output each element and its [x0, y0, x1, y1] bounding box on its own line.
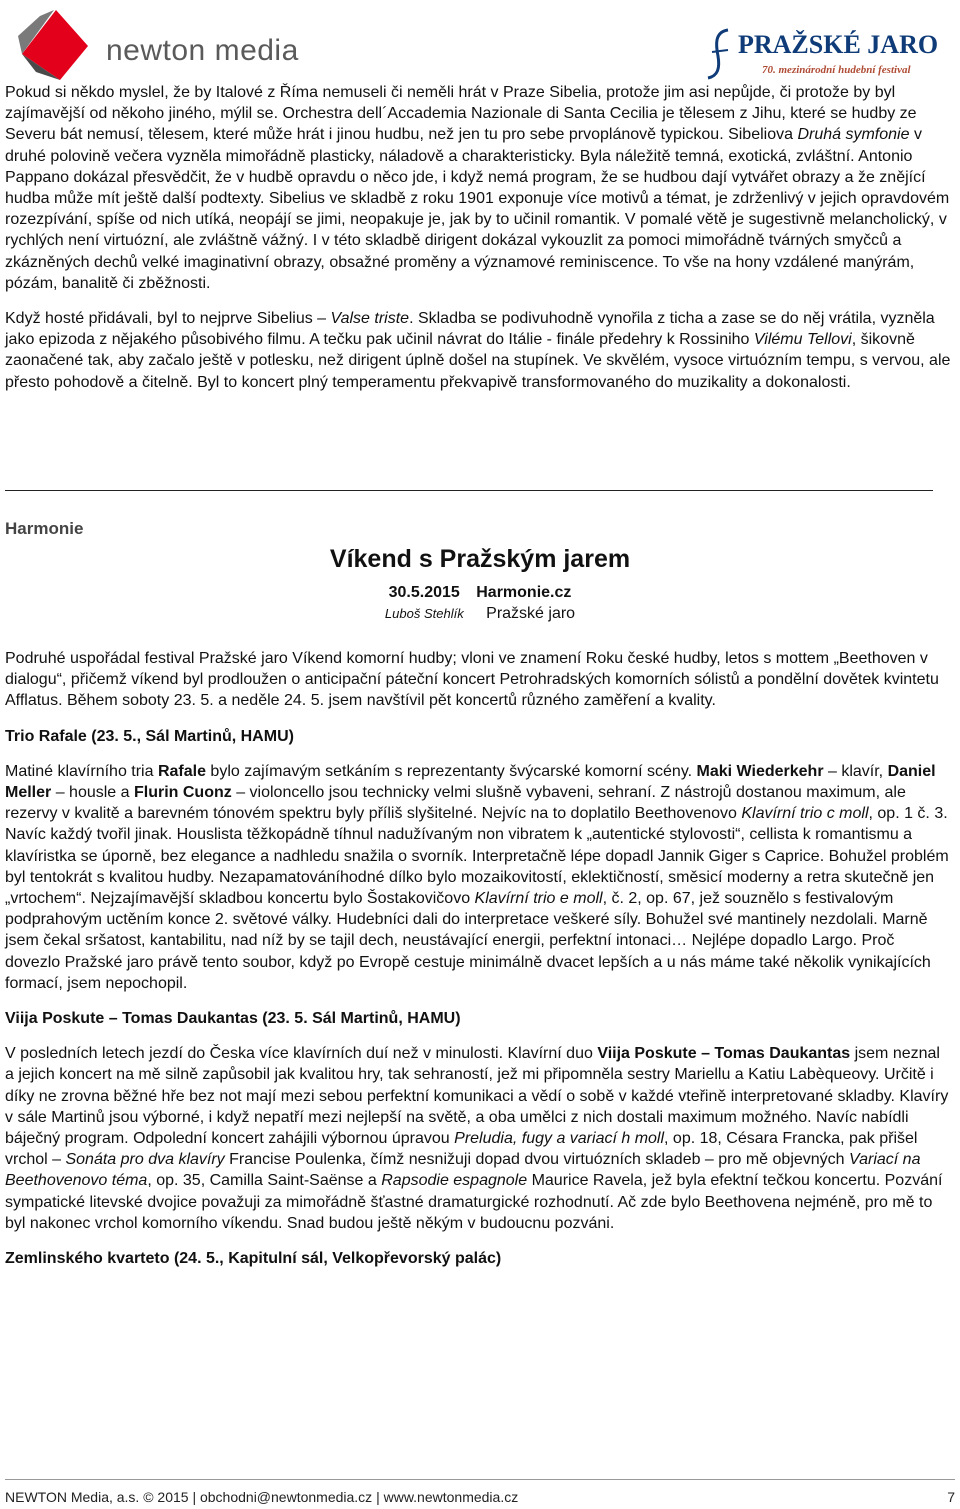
section-heading: Trio Rafale (23. 5., Sál Martinů, HAMU): [5, 727, 294, 745]
body-paragraph: Pokud si někdo myslel, že by Italové z Říma nemuseli či neměli hrát v Praze Sibelia, protože jim asi nepůjde, či protože by byl zajímavější od někoho jiného, mýlil se. Orchestra dell´Accademia Nazionale di Santa Cecilia je tělesem z Jihu, které se hudby ze Severu bát nemusí, tělesem, které může hrát i jinou hudbu, než jen tu pro sebe prvoplánově typickou. Sibeliova Druhá symfonie v druhé polovině večera vyzněla mimořádně plasticky, náladově a charakteristicky. Byla náležitě temná, exotická, zvláštní. Antonio Pappano dokázal přesvědčit, že v hudbě opravdu o něco jde, i když nemá program, že se hudbou dají vytvářet obrazy a že znějící hudba může mít ještě další podtexty. Sibelius ve skladbě z roku 1901 exponuje více motivů a témat, je zdrženlivý v jejich opravdovém rozezpívání, spíše od nich utíká, neopájí se jimi, neopakuje je, jak by to učinil romantik. V pomalé větě je sugestivně melancholický, v rychlých není virtuózní, ale zvláštně vážný. I v této skladbě dirigent dokázal vykouzlit za pomoci mimořádně tvárných smyčců a zkázněných dechů velké imaginativní obrazy, obsažné proměny a významové reminiscence. To vše na hony vzdálené manýrám, pózám, banalitě či zběžnosti.: [5, 84, 950, 292]
article-title: Víkend s Pražským jarem: [329, 545, 631, 573]
section-heading: Viija Poskute – Tomas Daukantas (23. 5. Sál Martinů, HAMU): [5, 1010, 461, 1028]
newton-media-logo-icon: [14, 6, 94, 84]
footer-text: NEWTON Media, a.s. © 2015 | obchodni@newtonmedia.cz | www.newtonmedia.cz: [5, 1489, 519, 1505]
prazske-jaro-emblem-icon: [702, 26, 742, 82]
page-number: 7: [947, 1489, 955, 1505]
body-paragraph: Matiné klavírního tria Rafale bylo zajímavým setkáním s reprezentanty švýcarské komorní scény. Maki Wiederkehr – klavír, Daniel Meller – housle a Flurin Cuonz – violoncello jsou technicky velmi slušně vybaveni, sehraní. Z nástrojů dostanou maximum, ale rezervy v kvalitě a barevném tónovém spektru byly příliš slyšitelné. Nejvíc na to doplatilo Beethovenovo Klavírní trio c moll, op. 1 č. 3. Navíc každý tvořil jinak. Houslista těžkopádně tíhnul nadužívaným non vibratem k „autentické stylovosti“, cellista k romantismu a klavíristka se úporně, bez elegance a nadhledu snažila o svorník. Interpretačně lépe dopadl Jannik Giger s Caprice. Bohužel problém byl tentokrát s kvalitou hudby. Nezapamatováníhodné dílko bylo mozaikovitostí, eklektičností, směsicí moderny a retra skutečně jen „vrtochem“. Nejzajímavější skladbou koncertu bylo Šostakovičovo Klavírní trio e moll, č. 2, op. 67, jež souznělo s festivalovým podprahovým uctěním konce 2. světové války. Hudebníci dali do interpretace veškeré síly. Bohužel své mantinely nezdolali. Marně jsem čekal sršatost, kantabilitu, nad níž by se tajil dech, neustávající energii, perfektní intonaci… Nejlépe dopadlo Largo. Proč dovezlo Pražské jaro právě tento soubor, když po Evropě cestuje minimálně dvacet lepších a u nás máme také několik vynikajících formací, jsem nepochopil.: [5, 762, 949, 992]
article-author: Luboš Stehlík: [384, 606, 464, 621]
body-paragraph: V posledních letech jezdí do Česka více klavírních duí než v minulosti. Klavírní duo Viija Poskute – Tomas Daukantas jsem neznal a jejich koncert na mě silně zapůsobil jak kvalitou hry, tak sehraností, jež mi připomněla sestry Mariellu a Katiu Labèqueovy. Určitě i díky ne zrovna běžné hře bez not mají mezi sebou perfektní komunikaci a vědí o sobě v každé vteřině interpretované skladby. Klavíry v sále Martinů jsou výborné, i když nepatří mezi nejlepší na světě, a oba umělci z nich dostali maximum možného. Navíc nabídli báječný program. Odpolední koncert zahájili výbornou úpravou Preludia, fugy a variací h moll, op. 18, Césara Francka, pak přišel vrchol – Sonáta pro dva klavíry Francise Poulenka, čímž nesnižuji dopad dvou virtuózních skladeb – pro mě objevných Variací na Beethovenovo téma, op. 35, Camilla Saint-Saënse a Rapsodie espagnole Maurice Ravela, jež byla efektní tečkou koncertu. Pozvání sympatické litevské dvojice považuji za mimořádně šťastné dramaturgické rozhodnutí. Ač zde bylo Beethovena nejméně, pro mě to byl nakonec vrchol komorního víkendu. Snad budou ještě někým v budoucnu pozváni.: [5, 1045, 949, 1232]
article-outlet: Harmonie.cz: [476, 584, 572, 601]
prazske-jaro-logo: [702, 26, 942, 86]
article-meta: [0, 584, 960, 602]
article-section: Pražské jaro: [486, 605, 576, 622]
newton-media-logo: [14, 6, 304, 84]
intro-paragraph: Podruhé uspořádal festival Pražské jaro Víkend komorní hudby; vloni ve znamení Roku české hudby, letos s mottem „Beethoven v dialogu“, přičemž víkend byl prodloužen o anticipační páteční koncert Petrohradských komorních sólistů a pondělní dovětek kvintetu Afflatus. Během soboty 23. 5. a neděle 24. 5. jsem navštívil pět koncertů různého zaměření a kvality.: [5, 650, 939, 710]
section-heading: Zemlinského kvarteto (24. 5., Kapitulní sál, Velkopřevorský palác): [5, 1250, 502, 1268]
prazske-jaro-title: PRAŽSKÉ JARO: [738, 30, 939, 59]
prazske-jaro-subtitle: 70. mezinárodní hudební festival: [762, 64, 911, 76]
previous-article-body: [5, 82, 953, 407]
article-source: Harmonie: [5, 519, 84, 538]
article-byline: [0, 605, 960, 623]
page-footer: [5, 1489, 955, 1505]
article-divider: [5, 490, 933, 491]
article-date: 30.5.2015: [388, 584, 460, 601]
newton-media-wordmark: newton media: [106, 34, 299, 67]
body-paragraph: Když hosté přidávali, byl to nejprve Sibelius – Valse triste. Skladba se podivuhodně vynořila z ticha a zase se do něj vrátila, vyzněla jako epizoda z nějakého působivého filmu. A tečku pak učinil návrat do Itálie - finále předehry k Rossiniho Vilému Tellovi, šikovně zaonačené tak, aby začalo ještě v potlesku, než dirigent úplně došel na stupínek. Ve skvělém, vysoce virtuózním tempu, s vervou, ale přesto pohodově a čitelně. Byl to koncert plný temperamentu překvapivě transformovaného do muzikality a dokonalosti.: [5, 310, 951, 391]
page-header: [0, 0, 960, 90]
footer-divider: [5, 1479, 955, 1480]
article-body: [5, 648, 953, 1283]
